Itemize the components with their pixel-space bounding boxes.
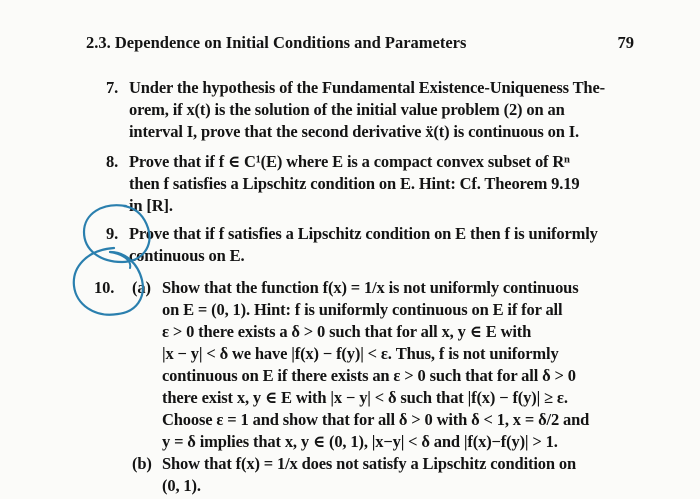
exercise-text-line: continuous on E.: [129, 246, 245, 265]
exercise-text-line: on E = (0, 1). Hint: f is uniformly continuous on E if for all: [162, 300, 563, 319]
circle-connector-mark: [110, 252, 130, 268]
exercise-text-line: Under the hypothesis of the Fundamental Existence-Uniqueness The-: [129, 78, 605, 97]
exercise-text-line: ε > 0 there exists a δ > 0 such that for all x, y ∈ E with: [162, 322, 532, 341]
exercise-text-line: |x − y| < δ we have |f(x) − f(y)| < ε. Thus, f is not uniformly: [162, 344, 559, 363]
part-b-label: (b): [132, 454, 152, 473]
exercise-text-line: there exist x, y ∈ E with |x − y| < δ such that |f(x) − f(y)| ≥ ε.: [162, 388, 568, 407]
exercise-text-line: Choose ε = 1 and show that for all δ > 0 with δ < 1, x = δ/2 and: [162, 410, 590, 429]
part-a-label: (a): [132, 278, 151, 297]
page-header: [86, 33, 634, 57]
exercise-text-line: Prove that if f ∈ C¹(E) where E is a compact convex subset of Rⁿ: [129, 152, 570, 171]
exercise-number: 8.: [106, 152, 119, 171]
exercise-number: 7.: [106, 78, 119, 97]
exercise-text-line: Show that f(x) = 1/x does not satisfy a Lipschitz condition on: [162, 454, 577, 473]
exercise-text-line: orem, if x(t) is the solution of the initial value problem (2) on an: [129, 100, 565, 119]
exercise-number: 10.: [94, 278, 115, 297]
exercise-text-line: Show that the function f(x) = 1/x is not uniformly continuous: [162, 278, 579, 297]
exercise-number: 9.: [106, 224, 119, 243]
exercise-text-line: (0, 1).: [162, 476, 201, 495]
section-title: 2.3. Dependence on Initial Conditions and Parameters: [86, 33, 467, 52]
exercise-text-line: in [R].: [129, 196, 173, 215]
exercise-text-line: interval I, prove that the second derivative ẍ(t) is continuous on I.: [129, 122, 579, 141]
exercise-text-line: continuous on E if there exists an ε > 0 such that for all δ > 0: [162, 366, 576, 385]
exercise-text-line: y = δ implies that x, y ∈ (0, 1), |x−y| < δ and |f(x)−f(y)| > 1.: [162, 432, 558, 451]
exercise-text-line: then f satisfies a Lipschitz condition on E. Hint: Cf. Theorem 9.19: [129, 174, 580, 193]
page-number: 79: [617, 33, 634, 52]
exercise-text-line: Prove that if f satisfies a Lipschitz condition on E then f is uniformly: [129, 224, 598, 243]
